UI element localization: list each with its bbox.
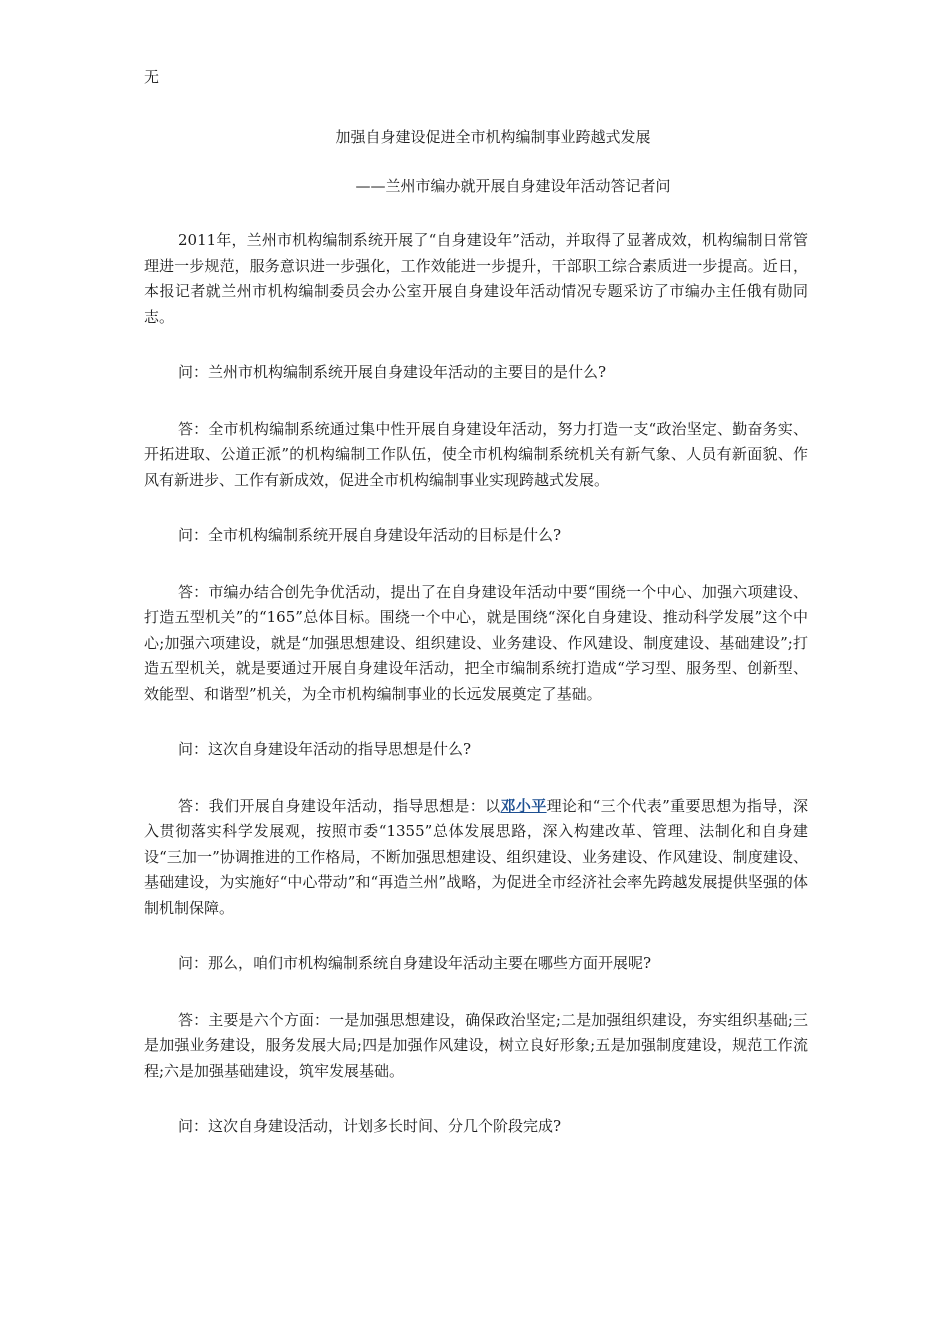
- intro-paragraph: 2011年，兰州市机构编制系统开展了“自身建设年”活动，并取得了显著成效，机构编制日常管理进一步规范，服务意识进一步强化，工作效能进一步提升，干部职工综合素质进一步提高。近日，本报记者就兰州市机构编制委员会办公室开展自身建设年活动情况专题采访了市编办主任俄有勋同志。: [144, 231, 808, 326]
- header-mark: 无: [144, 68, 160, 86]
- answer-3-rest: 理论和“三个代表”重要思想为指导，深入贯彻落实科学发展观，按照市委“1355”总体发展思路，深入构建改革、管理、法制化和自身建设“三加一”协调推进的工作格局，不断加强思想建设、组织建设、业务建设、作风建设、制度建设、基础建设，为实施好“中心带动”和“再造兰州”战略，为促进全市经济社会率先跨越发展提供坚强的体制机制保障。: [144, 796, 808, 917]
- question-5: 问：这次自身建设活动，计划多长时间、分几个阶段完成?: [178, 1117, 562, 1135]
- article-title: 加强自身建设促进全市机构编制事业跨越式发展: [335, 128, 651, 146]
- question-4: 问：那么，咱们市机构编制系统自身建设年活动主要在哪些方面开展呢?: [178, 954, 652, 972]
- question-3: 问：这次自身建设年活动的指导思想是什么?: [178, 740, 472, 758]
- answer-3-lead: 答：我们开展自身建设年活动，指导思想是：以: [178, 796, 501, 815]
- question-2: 问：全市机构编制系统开展自身建设年活动的目标是什么?: [178, 526, 562, 544]
- answer-1: 答：全市机构编制系统通过集中性开展自身建设年活动，努力打造一支“政治坚定、勤奋务实、开拓进取、公道正派”的机构编制工作队伍，使全市机构编制系统机关有新气象、人员有新面貌、作风有新进步、工作有新成效，促进全市机构编制事业实现跨越式发展。: [144, 419, 808, 489]
- article-subtitle: ——兰州市编办就开展自身建设年活动答记者问: [355, 177, 671, 195]
- deng-xiaoping-link[interactable]: 邓小平: [500, 796, 547, 815]
- answer-4: 答：主要是六个方面：一是加强思想建设，确保政治坚定;二是加强组织建设，夯实组织基础;三是加强业务建设，服务发展大局;四是加强作风建设，树立良好形象;五是加强制度建设，规范工作流程;六是加强基础建设，筑牢发展基础。: [144, 1010, 808, 1080]
- question-1: 问：兰州市机构编制系统开展自身建设年活动的主要目的是什么?: [178, 363, 607, 381]
- article-body: [144, 228, 808, 1171]
- answer-2: 答：市编办结合创先争优活动，提出了在自身建设年活动中要“围绕一个中心、加强六项建设、打造五型机关”的“165”总体目标。围绕一个中心，就是围绕“深化自身建设、推动科学发展”这个中心;加强六项建设，就是“加强思想建设、组织建设、业务建设、作风建设、制度建设、基础建设”;打造五型机关，就是要通过开展自身建设年活动，把全市编制系统打造成“学习型、服务型、创新型、效能型、和谐型”机关，为全市机构编制事业的长远发展奠定了基础。: [144, 582, 808, 703]
- answer-3: [144, 794, 808, 922]
